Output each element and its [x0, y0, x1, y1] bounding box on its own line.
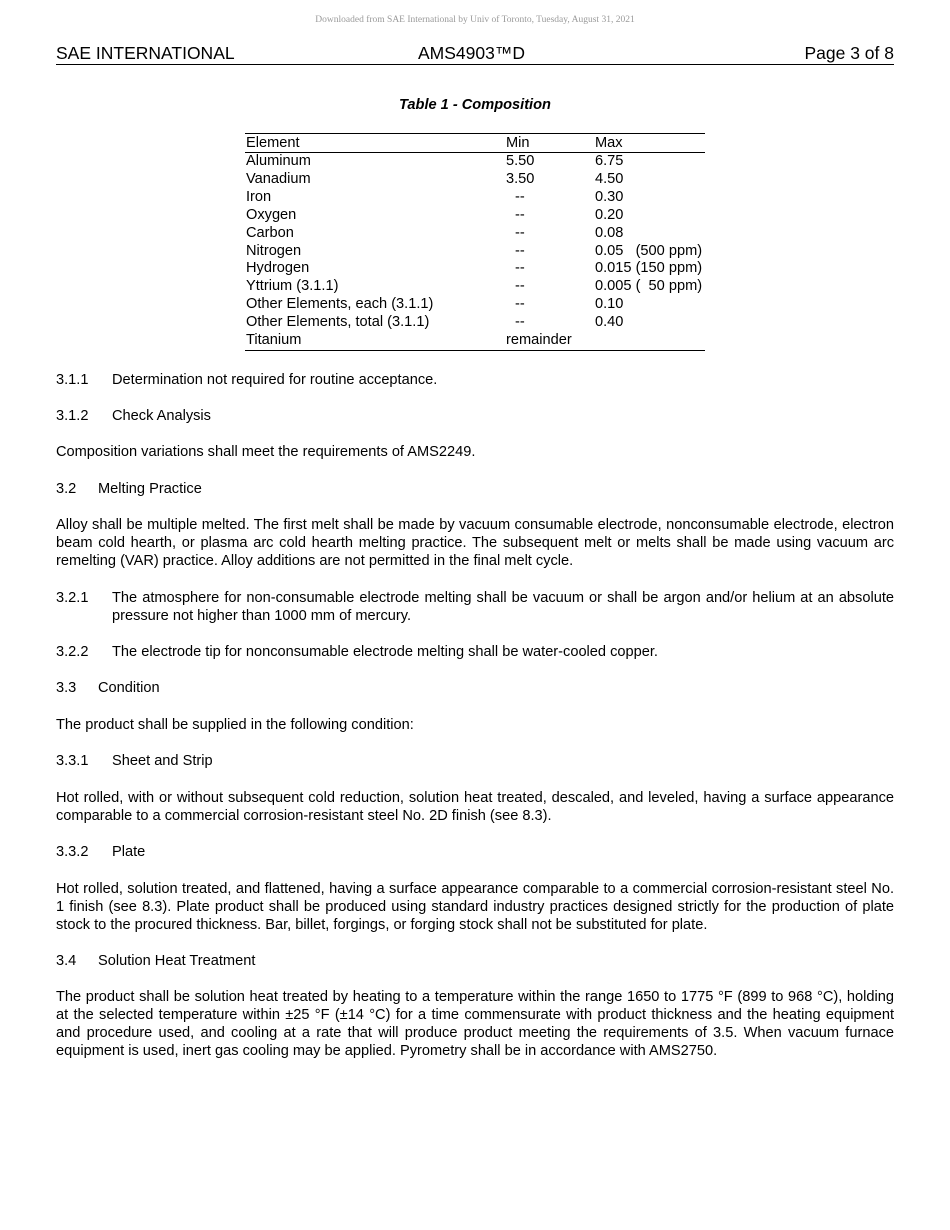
paragraph-3-4: The product shall be solution heat treated by heating to a temperature within the range 1650 to 1775 °F (899 to 968 °C), holding at the selected temperature within ±25 °F (±14 °C) for a time commensurate with product thickness and the heating equipment and procedure used, and cooling at a rate that will produce product meeting the requirements of 3.5. When vacuum furnace equipment is used, inert gas cooling may be applied. Pyrometry shall be in accordance with AMS2750.	[56, 989, 894, 1059]
paragraph-3-2: Alloy shall be multiple melted. The first melt shall be made by vacuum consumable electrode, nonconsumable electrode, electron beam cold hearth, or plasma arc cold hearth melting practice. The subsequent melt or melts shall be made using vacuum arc remelting (VAR) practice. Alloy additions are not permitted in the final melt cycle.	[56, 517, 894, 569]
cell-min: 3.50	[506, 170, 535, 187]
section-3-1-1	[56, 371, 894, 389]
composition-table	[245, 133, 705, 351]
cell-element: Iron	[246, 188, 272, 205]
cell-min: --	[515, 224, 525, 241]
section-heading: Sheet and Strip	[112, 753, 213, 769]
section-heading: Plate	[112, 844, 146, 860]
section-3-3-1-heading	[56, 752, 894, 770]
cell-element: Other Elements, each (3.1.1)	[246, 296, 434, 313]
section-3-3-2-heading	[56, 843, 894, 861]
cell-element: Aluminum	[246, 153, 311, 169]
cell-min: --	[515, 278, 525, 295]
table-row	[245, 243, 705, 261]
section-heading: Melting Practice	[98, 481, 202, 497]
table-row	[245, 189, 705, 207]
section-number: 3.3.2	[56, 844, 89, 860]
section-3-4-heading	[56, 952, 894, 970]
cell-min: --	[515, 260, 525, 277]
section-text: The electrode tip for nonconsumable electrode melting shall be water-cooled copper.	[112, 644, 658, 660]
cell-element: Yttrium (3.1.1)	[246, 278, 339, 295]
cell-element: Nitrogen	[246, 242, 302, 259]
cell-element: Hydrogen	[246, 260, 310, 277]
cell-min: --	[515, 296, 525, 313]
section-text: Determination not required for routine acceptance.	[112, 372, 438, 388]
section-heading: Condition	[98, 680, 160, 696]
cell-max: 0.015 (150 ppm)	[595, 260, 703, 277]
section-number: 3.3	[56, 680, 77, 696]
column-header-min: Min	[505, 134, 594, 153]
cell-min: remainder	[506, 332, 572, 349]
table-row	[245, 278, 705, 296]
cell-max: 6.75	[595, 153, 624, 169]
section-number: 3.2.1	[56, 590, 89, 606]
table-row	[245, 332, 705, 350]
table-header-row	[245, 134, 705, 153]
cell-min: --	[515, 242, 525, 259]
table-row	[245, 171, 705, 189]
cell-min: --	[515, 206, 525, 223]
section-heading: Check Analysis	[112, 408, 211, 424]
table-row	[245, 153, 705, 171]
page-header	[56, 43, 894, 65]
section-number: 3.1.2	[56, 408, 89, 424]
cell-max: 0.20	[595, 206, 624, 223]
column-header-max: Max	[594, 134, 705, 153]
column-header-element: Element	[245, 134, 505, 153]
header-doc-number: AMS4903™D	[418, 43, 525, 63]
cell-element: Oxygen	[246, 206, 297, 223]
header-page-number: Page 3 of 8	[804, 43, 894, 63]
cell-max: 0.30	[595, 188, 624, 205]
cell-min: --	[515, 314, 525, 331]
cell-max: 0.05 (500 ppm)	[595, 242, 703, 259]
table-row	[245, 296, 705, 314]
section-3-2-1	[56, 589, 894, 625]
section-number: 3.2.2	[56, 644, 89, 660]
cell-element: Vanadium	[246, 170, 311, 187]
paragraph-3-3: The product shall be supplied in the following condition:	[56, 717, 414, 733]
cell-max: 0.005 ( 50 ppm)	[595, 278, 703, 295]
section-number: 3.3.1	[56, 753, 89, 769]
cell-min: --	[515, 188, 525, 205]
table-row	[245, 207, 705, 225]
cell-max: 0.08	[595, 224, 624, 241]
cell-element: Carbon	[246, 224, 294, 241]
section-3-2-heading	[56, 480, 894, 498]
cell-max	[594, 332, 705, 350]
table-row	[245, 225, 705, 243]
section-3-1-2-heading	[56, 407, 894, 425]
composition-table-body	[245, 153, 705, 351]
paragraph-3-1-2: Composition variations shall meet the requirements of AMS2249.	[56, 444, 476, 460]
download-watermark: Downloaded from SAE International by Univ of Toronto, Tuesday, August 31, 2021	[315, 15, 635, 25]
header-org: SAE INTERNATIONAL	[56, 43, 235, 63]
paragraph-3-3-1: Hot rolled, with or without subsequent cold reduction, solution heat treated, descaled, and leveled, having a surface appearance comparable to a commercial corrosion-resistant steel No. 2D finish (see 8.3).	[56, 790, 894, 824]
table-row	[245, 260, 705, 278]
table-row	[245, 314, 705, 332]
section-number: 3.4	[56, 953, 77, 969]
section-text: The atmosphere for non-consumable electrode melting shall be vacuum or shall be argon and/or helium at an absolute pressure not higher than 1000 mm of mercury.	[112, 590, 894, 624]
section-number: 3.2	[56, 481, 77, 497]
section-heading: Solution Heat Treatment	[98, 953, 256, 969]
section-3-2-2	[56, 643, 894, 661]
cell-max: 4.50	[595, 170, 624, 187]
cell-element: Other Elements, total (3.1.1)	[246, 314, 430, 331]
cell-element: Titanium	[246, 332, 302, 349]
cell-max: 0.40	[595, 314, 624, 331]
section-3-3-heading	[56, 679, 894, 697]
cell-min: 5.50	[506, 153, 535, 169]
cell-max: 0.10	[595, 296, 624, 313]
section-number: 3.1.1	[56, 372, 89, 388]
table-title: Table 1 - Composition	[399, 97, 551, 113]
paragraph-3-3-2: Hot rolled, solution treated, and flattened, having a surface appearance comparable to a commercial corrosion-resistant steel No. 1 finish (see 8.3). Plate product shall be produced using standard industry practices designed strictly for the production of plate stock to the procured thickness. Bar, billet, forgings, or forging stock shall not be substituted for plate.	[56, 881, 894, 933]
